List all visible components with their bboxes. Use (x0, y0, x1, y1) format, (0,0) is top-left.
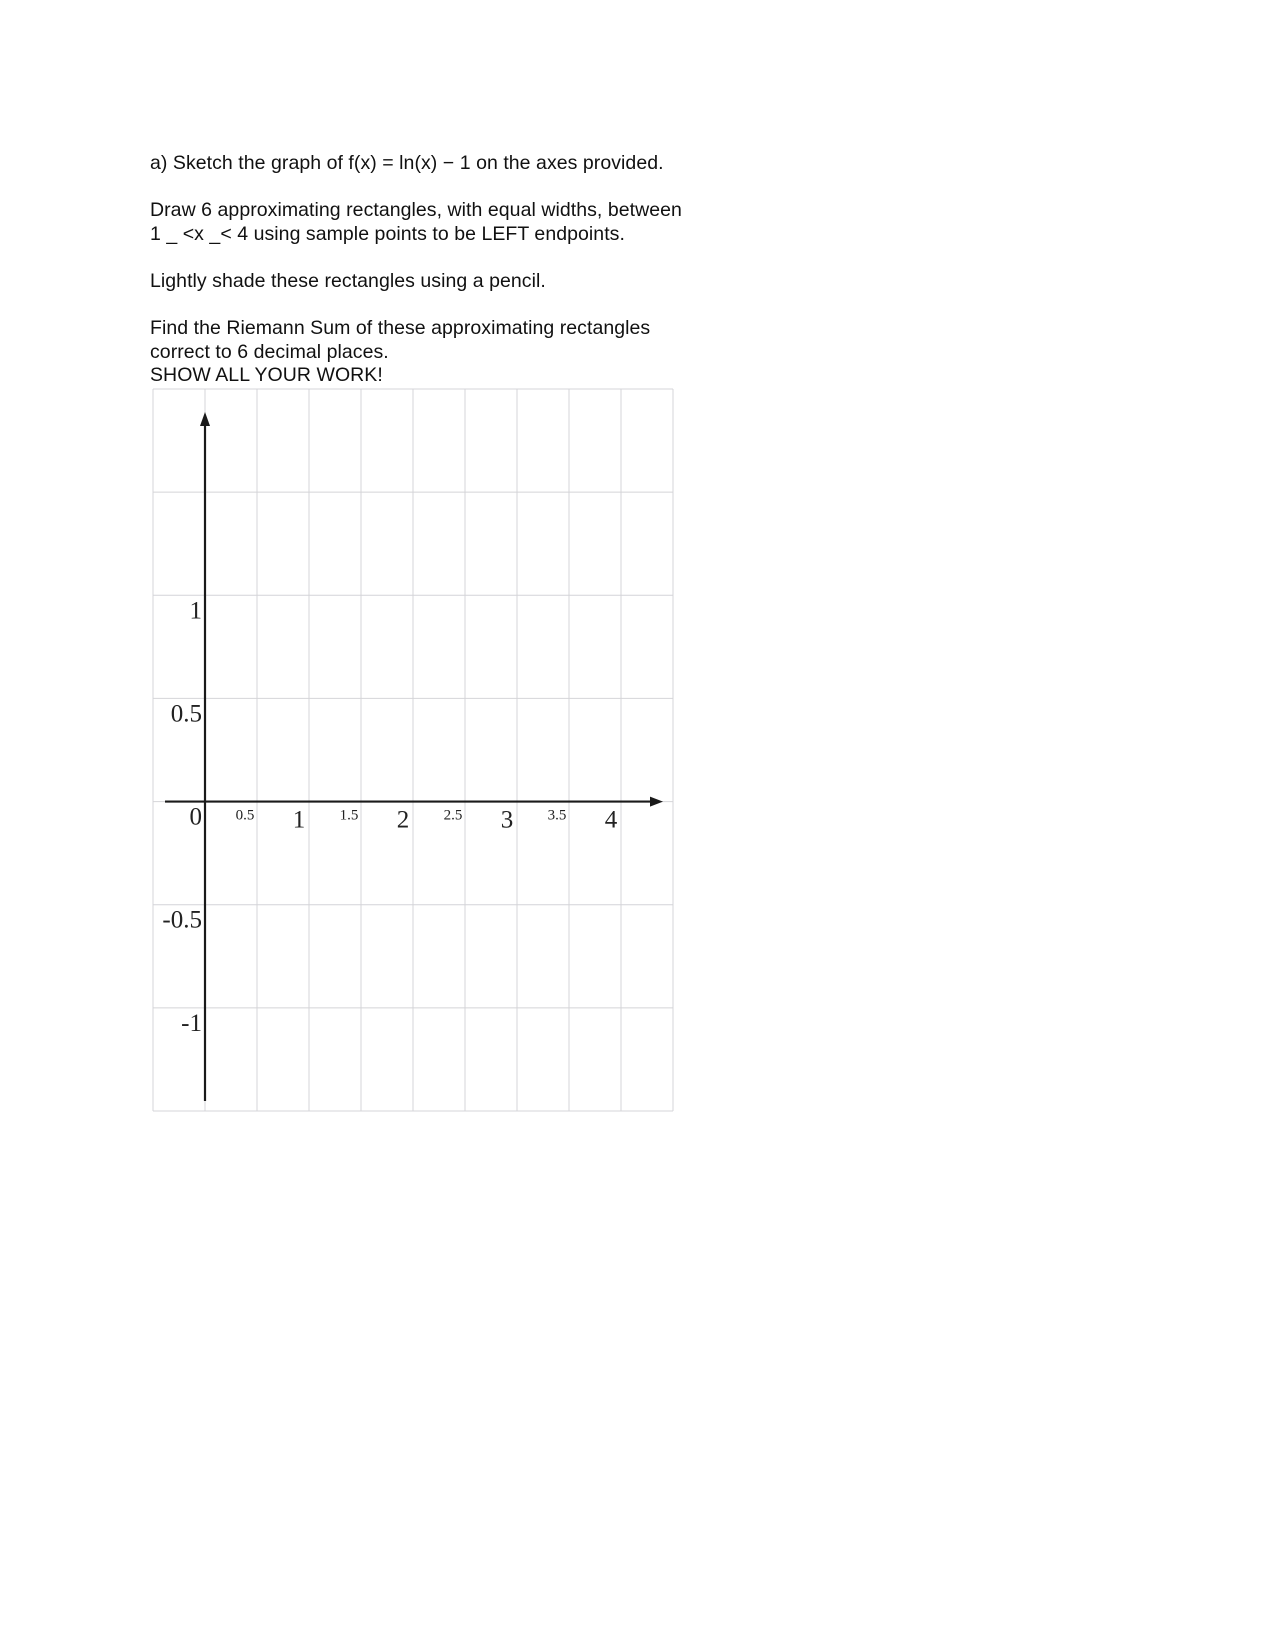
x-tick-label: 0.5 (235, 807, 255, 824)
x-tick-label: 2.5 (443, 807, 463, 824)
x-axis-arrow-icon (650, 797, 663, 807)
x-tick-label: 3 (500, 806, 514, 834)
x-tick-label: 2 (396, 806, 410, 834)
grid (153, 389, 673, 1111)
instruction-precision: correct to 6 decimal places. (150, 340, 389, 363)
y-tick-label: -1 (181, 1009, 202, 1037)
x-tick-label: 1 (292, 806, 306, 834)
x-tick-label: 3.5 (547, 807, 567, 824)
x-tick-label: 4 (604, 806, 618, 834)
y-tick-label: 0.5 (170, 700, 202, 728)
instruction-interval: 1 _ <x _< 4 using sample points to be LEFT endpoints. (150, 222, 625, 245)
y-tick-label: 0 (189, 803, 202, 831)
instruction-sketch: a) Sketch the graph of f(x) = ln(x) − 1 on the axes provided. (150, 152, 664, 174)
instruction-shade: Lightly shade these rectangles using a pencil. (150, 270, 546, 292)
instruction-riemann-sum: Find the Riemann Sum of these approximating rectangles (150, 317, 651, 339)
x-tick-labels (236, 807, 618, 834)
y-axis-arrow-icon (200, 412, 210, 426)
x-tick-label: 1.5 (339, 807, 359, 824)
instruction-show-work: SHOW ALL YOUR WORK! (150, 364, 383, 386)
y-tick-labels (162, 597, 202, 1037)
y-tick-label: -0.5 (162, 906, 202, 934)
axes (165, 412, 663, 1101)
instruction-rectangles: Draw 6 approximating rectangles, with equal widths, between (150, 199, 682, 221)
y-tick-label: 1 (189, 597, 202, 625)
